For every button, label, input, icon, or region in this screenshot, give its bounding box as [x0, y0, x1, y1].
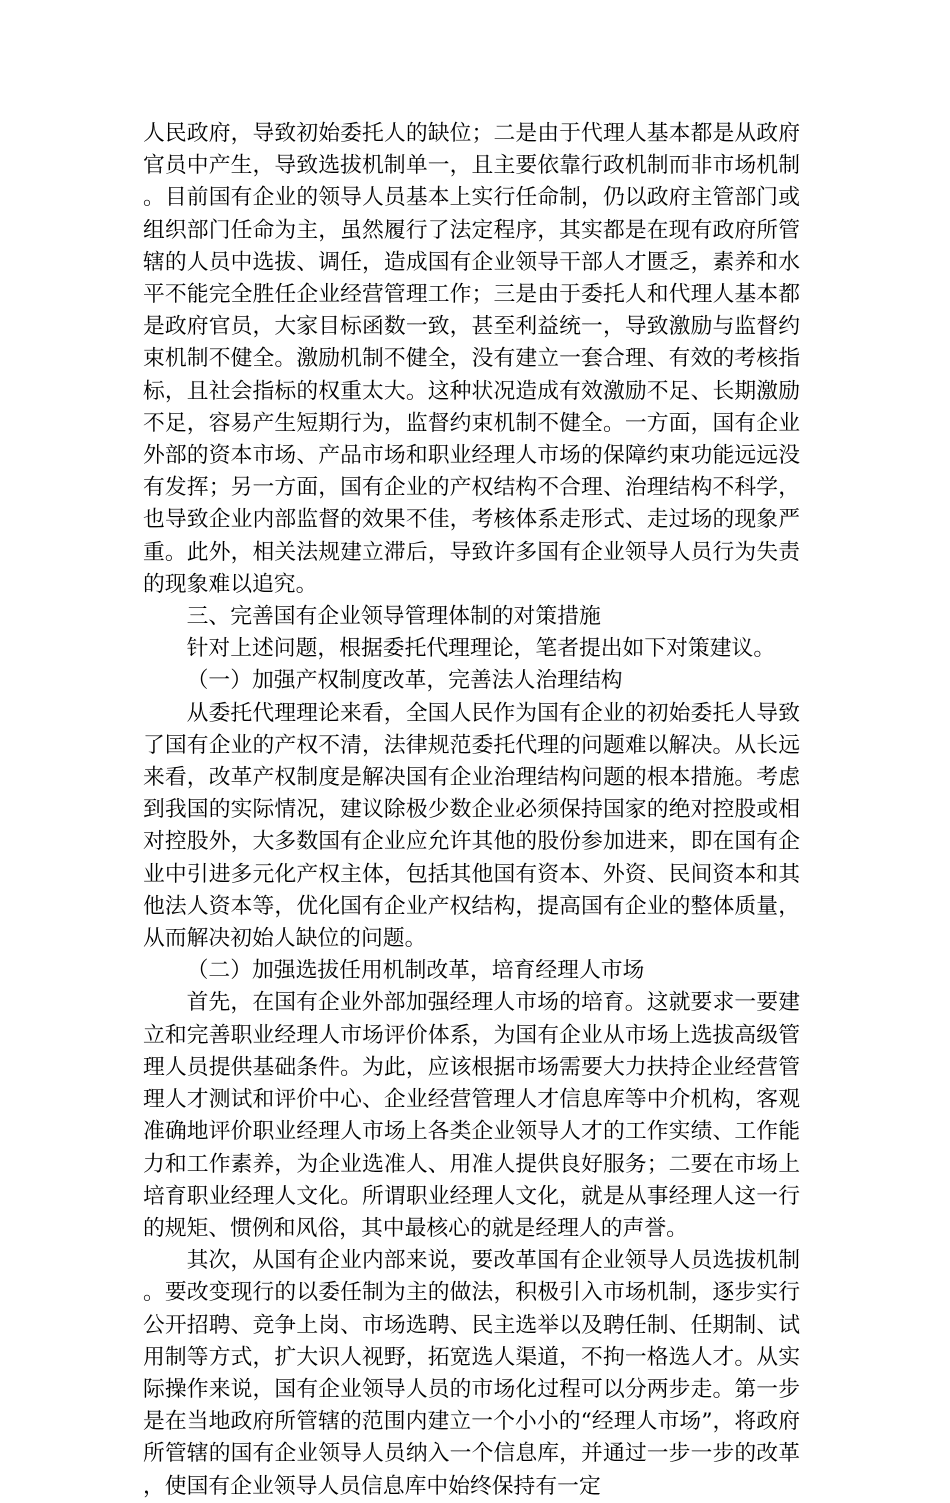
body-paragraph: 从委托代理理论来看，全国人民作为国有企业的初始委托人导致了国有企业的产权不清，法律规范委托代理的问题难以解决。从长远来看，改革产权制度是解决国有企业治理结构问题的根本措施。考虑到我国的实际情况，建议除极少数企业必须保持国家的绝对控股或相对控股外，大多数国有企业应允许其他的股份参加进来，即在国有企业中引进多元化产权主体，包括其他国有资本、外资、民间资本和其他法人资本等，优化国有企业产权结构，提高国有企业的整体质量，从而解决初始人缺位的问题。	[143, 700, 800, 952]
section-heading: 三、完善国有企业领导管理体制的对策措施	[186, 604, 601, 630]
body-paragraph-continued: 人民政府，导致初始委托人的缺位；二是由于代理人基本都是从政府官员中产生，导致选拔机制单一，且主要依靠行政机制而非市场机制。目前国有企业的领导人员基本上实行任命制，仍以政府主管部门或组织部门任命为主，虽然履行了法定程序，其实都是在现有政府所管辖的人员中选拔、调任，造成国有企业领导干部人才匮乏，素养和水平不能完全胜任企业经营管理工作；三是由于委托人和代理人基本都是政府官员，大家目标函数一致，甚至利益统一，导致激励与监督约束机制不健全。激励机制不健全，没有建立一套合理、有效的考核指标，且社会指标的权重太大。这种状况造成有效激励不足、长期激励不足，容易产生短期行为，监督约束机制不健全。一方面，国有企业外部的资本市场、产品市场和职业经理人市场的保障约束功能远远没有发挥；另一方面，国有企业的产权结构不合理、治理结构不科学，也导致企业内部监督的效果不佳，考核体系走形式、走过场的现象严重。此外，相关法规建立滞后，导致许多国有企业领导人员行为失责的现象难以追究。	[143, 121, 800, 597]
document-page	[143, 118, 800, 1503]
body-paragraph: 其次，从国有企业内部来说，要改革国有企业领导人员选拔机制。要改变现行的以委任制为主的做法，积极引入市场机制，逐步实行公开招聘、竞争上岗、市场选聘、民主选举以及聘任制、任期制、试用制等方式，扩大识人视野，拓宽选人渠道，不拘一格选人才。从实际操作来说，国有企业领导人员的市场化过程可以分两步走。第一步是在当地政府所管辖的范围内建立一个小小的“经理人市场”，将政府所管辖的国有企业领导人员纳入一个信息库，并通过一步一步的改革，使国有企业领导人员信息库中始终保持有一定	[143, 1248, 800, 1499]
body-paragraph: 针对上述问题，根据委托代理理论，笔者提出如下对策建议。	[186, 636, 776, 662]
subsection-heading: （二）加强选拔任用机制改革，培育经理人市场	[186, 958, 645, 984]
body-paragraph: 首先，在国有企业外部加强经理人市场的培育。这就要求一要建立和完善职业经理人市场评价体系，为国有企业从市场上选拔高级管理人员提供基础条件。为此，应该根据市场需要大力扶持企业经营管理人才测试和评价中心、企业经营管理人才信息库等中介机构，客观准确地评价职业经理人市场上各类企业领导人才的工作实绩、工作能力和工作素养，为企业选准人、用准人提供良好服务；二要在市场上培育职业经理人文化。所谓职业经理人文化，就是从事经理人这一行的规矩、惯例和风俗，其中最核心的就是经理人的声誉。	[143, 990, 800, 1241]
subsection-heading: （一）加强产权制度改革，完善法人治理结构	[186, 668, 623, 694]
